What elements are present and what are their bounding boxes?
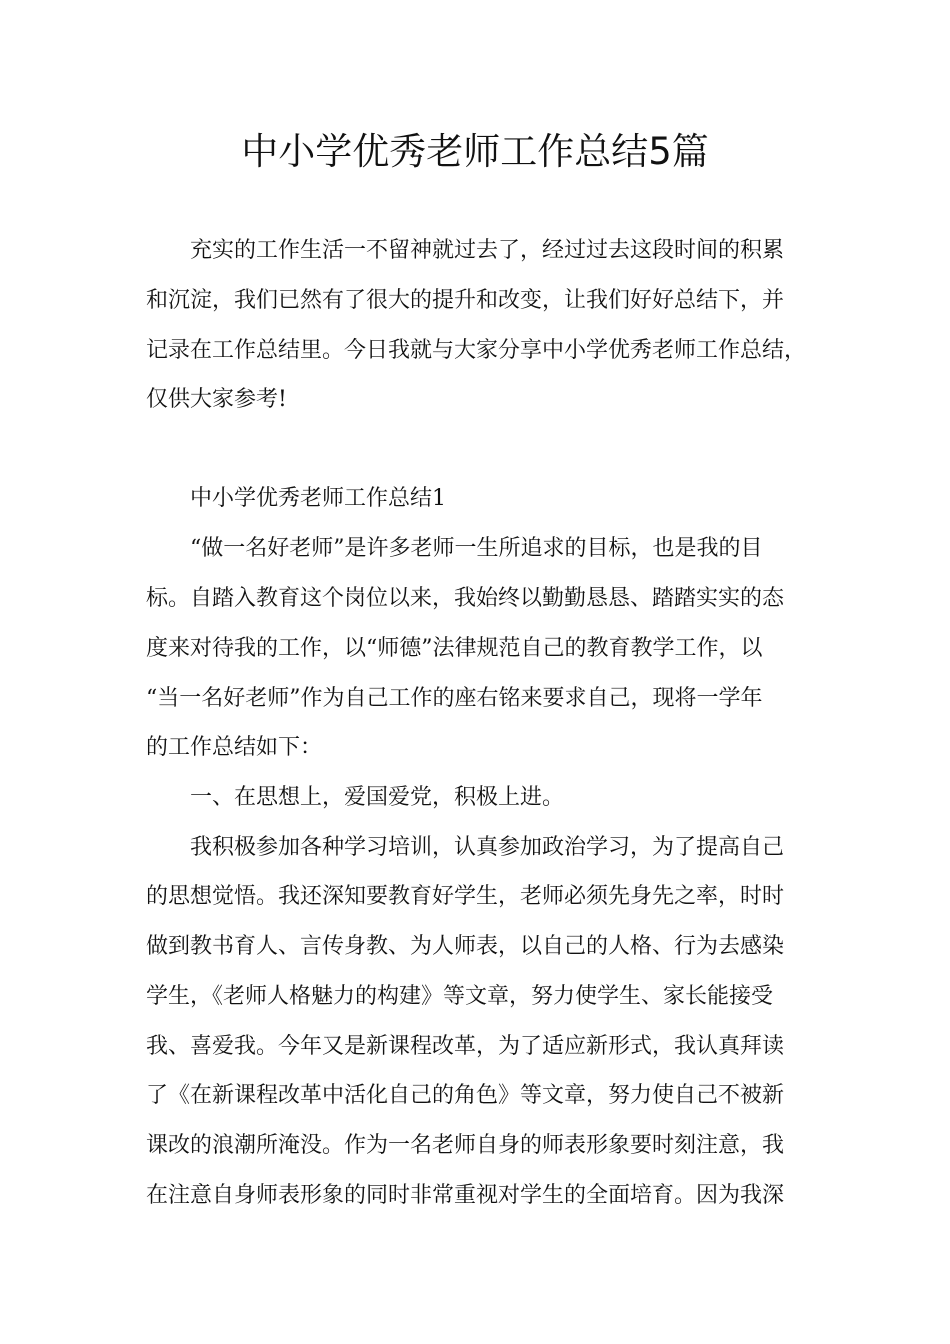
body-line: “当一名好老师”作为自己工作的座右铭来要求自己，现将一学年 [146, 686, 763, 711]
intro-line: 记录在工作总结里。今日我就与大家分享中小学优秀老师工作总结， [146, 338, 807, 363]
intro-line: 充实的工作生活一不留神就过去了，经过过去这段时间的积累 [190, 238, 785, 263]
body-line: 课改的浪潮所淹没。作为一名老师自身的师表形象要时刻注意，我 [146, 1133, 785, 1158]
subheading: 一、在思想上，爱国爱党，积极上进。 [190, 785, 565, 810]
document-title: 中小学优秀老师工作总结5篇 [241, 130, 709, 173]
body-line: 了《在新课程改革中活化自己的角色》等文章，努力使自己不被新 [146, 1083, 785, 1108]
body-line: 的工作总结如下： [146, 735, 323, 760]
intro-line: 和沉淀，我们已然有了很大的提升和改变，让我们好好总结下，并 [146, 288, 785, 313]
body-line: 标。自踏入教育这个岗位以来，我始终以勤勤恳恳、踏踏实实的态 [146, 586, 785, 611]
body-line: 的思想觉悟。我还深知要教育好学生，老师必须先身先之率，时时 [146, 884, 785, 909]
intro-line: 仅供大家参考! [146, 387, 287, 412]
body-line: 我、喜爱我。今年又是新课程改革，为了适应新形式，我认真拜读 [146, 1034, 785, 1059]
body-line: 学生，《老师人格魅力的构建》等文章，努力使学生、家长能接受 [146, 984, 774, 1009]
body-line: 我积极参加各种学习培训，认真参加政治学习，为了提高自己 [190, 835, 785, 860]
body-line: 在注意自身师表形象的同时非常重视对学生的全面培育。因为我深 [146, 1183, 785, 1208]
body-line: 度来对待我的工作，以“师德”法律规范自己的教育教学工作，以 [146, 636, 763, 661]
body-line: 做到教书育人、言传身教、为人师表，以自己的人格、行为去感染 [146, 934, 785, 959]
body-line: “做一名好老师”是许多老师一生所追求的目标，也是我的目 [190, 536, 763, 561]
section-heading: 中小学优秀老师工作总结1 [190, 486, 446, 511]
